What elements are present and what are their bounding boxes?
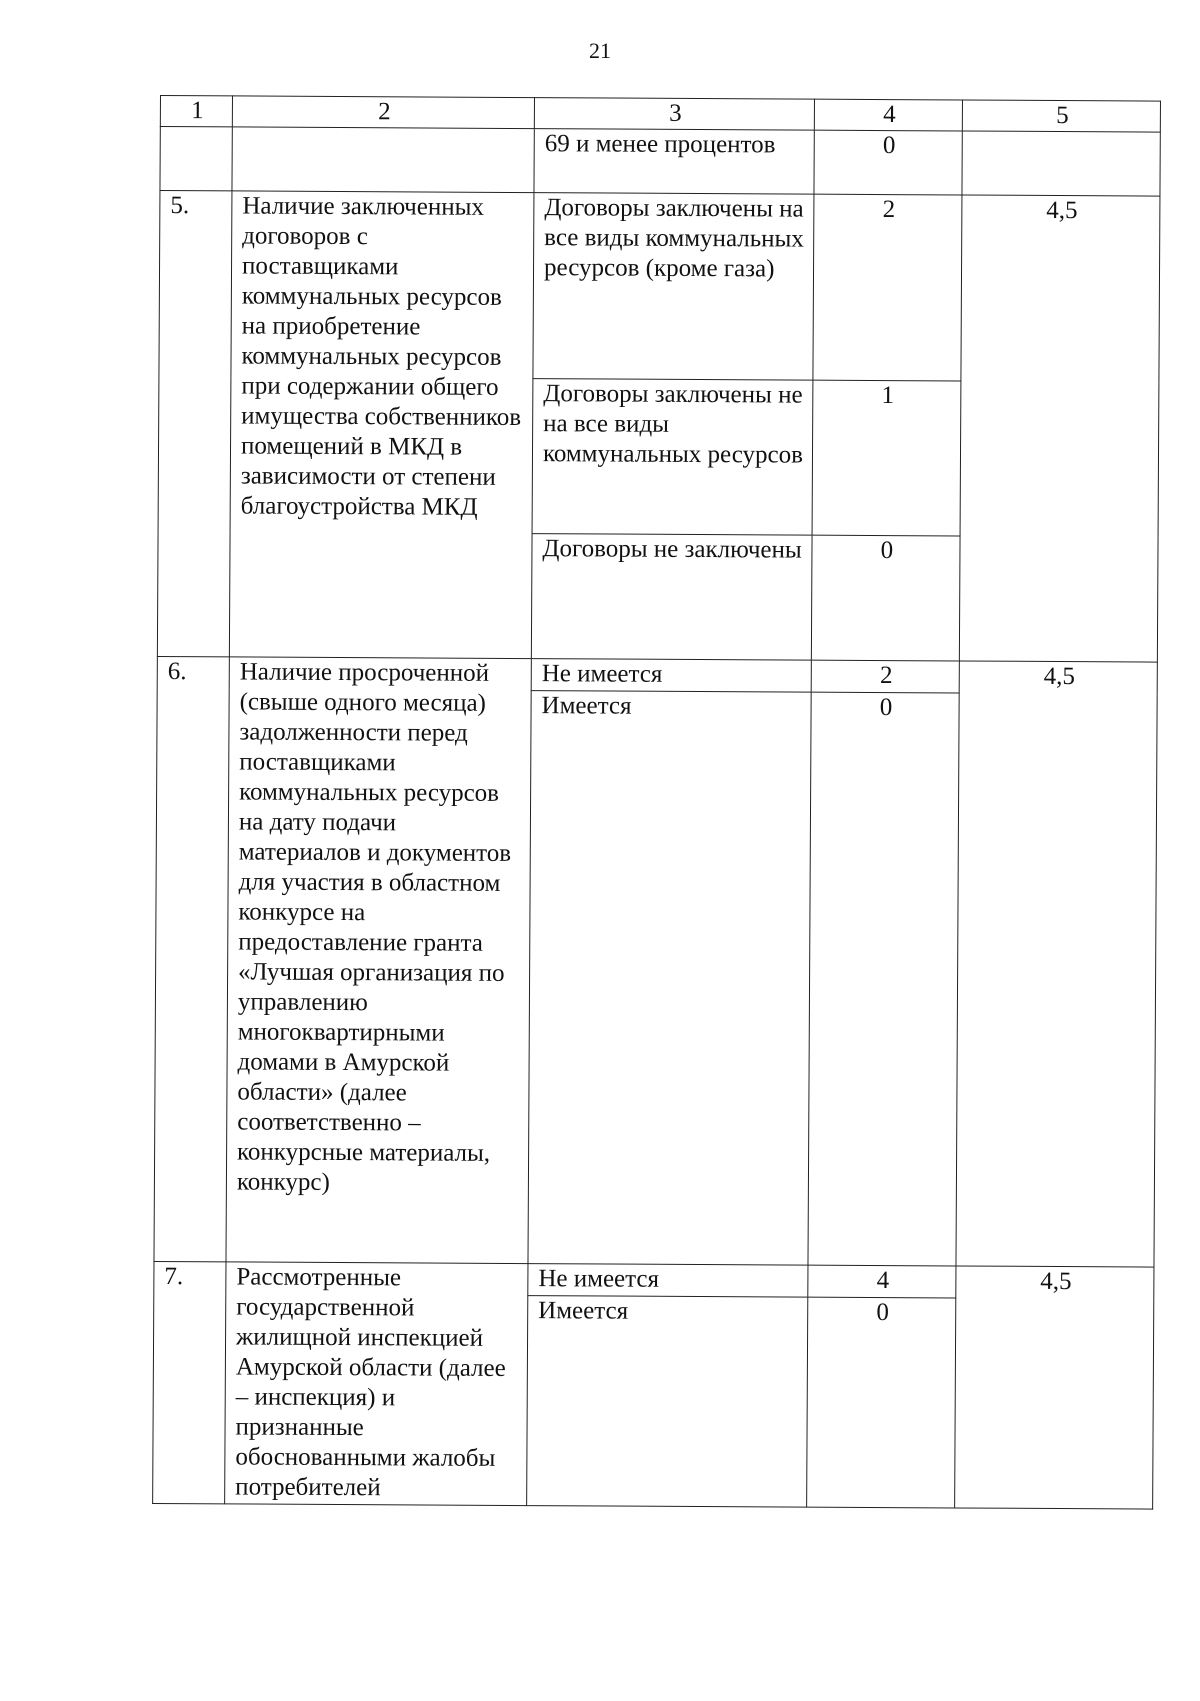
- criterion-description: Рассмотренные государственной жилищной инспекцией Амурской области (далее – инспекция) и признанные обоснованными жалобы потребителей: [225, 1262, 528, 1506]
- option-points: 2: [811, 660, 959, 693]
- table-row: [159, 191, 1160, 383]
- criterion-description: Наличие заключенных договоров с поставщиками коммунальных ресурсов на приобретение коммунальных ресурсов при содержании общего имущества собственников помещений в МКД в зависимости от степени благоустройства МКД: [229, 191, 534, 659]
- table-row: [154, 1261, 1154, 1299]
- criterion-max-points: 4,5: [959, 195, 1160, 662]
- criterion-number: 7.: [153, 1261, 226, 1503]
- criterion-max-points: 4,5: [956, 661, 1157, 1267]
- header-col-5: 5: [962, 100, 1160, 132]
- continuation-description-cell: [232, 127, 534, 193]
- header-col-2: 2: [232, 96, 534, 129]
- option-condition: 69 и менее процентов: [534, 129, 814, 195]
- option-condition: Договоры не заключены: [531, 534, 812, 661]
- continuation-number-cell: [160, 127, 232, 191]
- page-number: 21: [589, 38, 611, 63]
- option-points: 0: [808, 692, 959, 1266]
- criterion-max-points: 4,5: [955, 1266, 1154, 1509]
- option-condition: Договоры заключены на все виды коммунальных ресурсов (кроме газа): [533, 193, 814, 381]
- option-points: 0: [807, 1297, 956, 1508]
- criterion-description: Наличие просроченной (свыше одного месяца) задолженности перед поставщиками коммунальных ресурсов на дату подачи материалов и документов для участия в областном конкурсе на предоставление гранта «Лучшая организация по управлению многоквартирными домами в Амурской области» (далее соответственно – конкурсные материалы, конкурс): [226, 657, 531, 1264]
- criterion-number: 5.: [157, 191, 232, 657]
- criterion-number: 6.: [154, 656, 229, 1261]
- option-points: 4: [808, 1265, 956, 1298]
- option-points: 2: [813, 194, 962, 381]
- table-row: [160, 127, 1160, 197]
- option-points: 0: [814, 130, 962, 195]
- option-condition: Договоры заключены не на все виды коммунальных ресурсов: [532, 379, 813, 536]
- option-points: 1: [812, 380, 961, 536]
- continuation-max-cell: [962, 131, 1160, 196]
- table-row: [157, 656, 1157, 694]
- option-condition: Не имеется: [528, 1264, 808, 1298]
- header-col-1: 1: [160, 96, 232, 127]
- option-points: 0: [811, 535, 960, 661]
- option-condition: Не имеется: [531, 659, 811, 693]
- option-condition: Имеется: [528, 691, 811, 1266]
- option-condition: Имеется: [527, 1296, 808, 1508]
- header-col-4: 4: [814, 99, 962, 131]
- header-col-3: 3: [534, 98, 814, 131]
- criteria-table: [152, 95, 1161, 1510]
